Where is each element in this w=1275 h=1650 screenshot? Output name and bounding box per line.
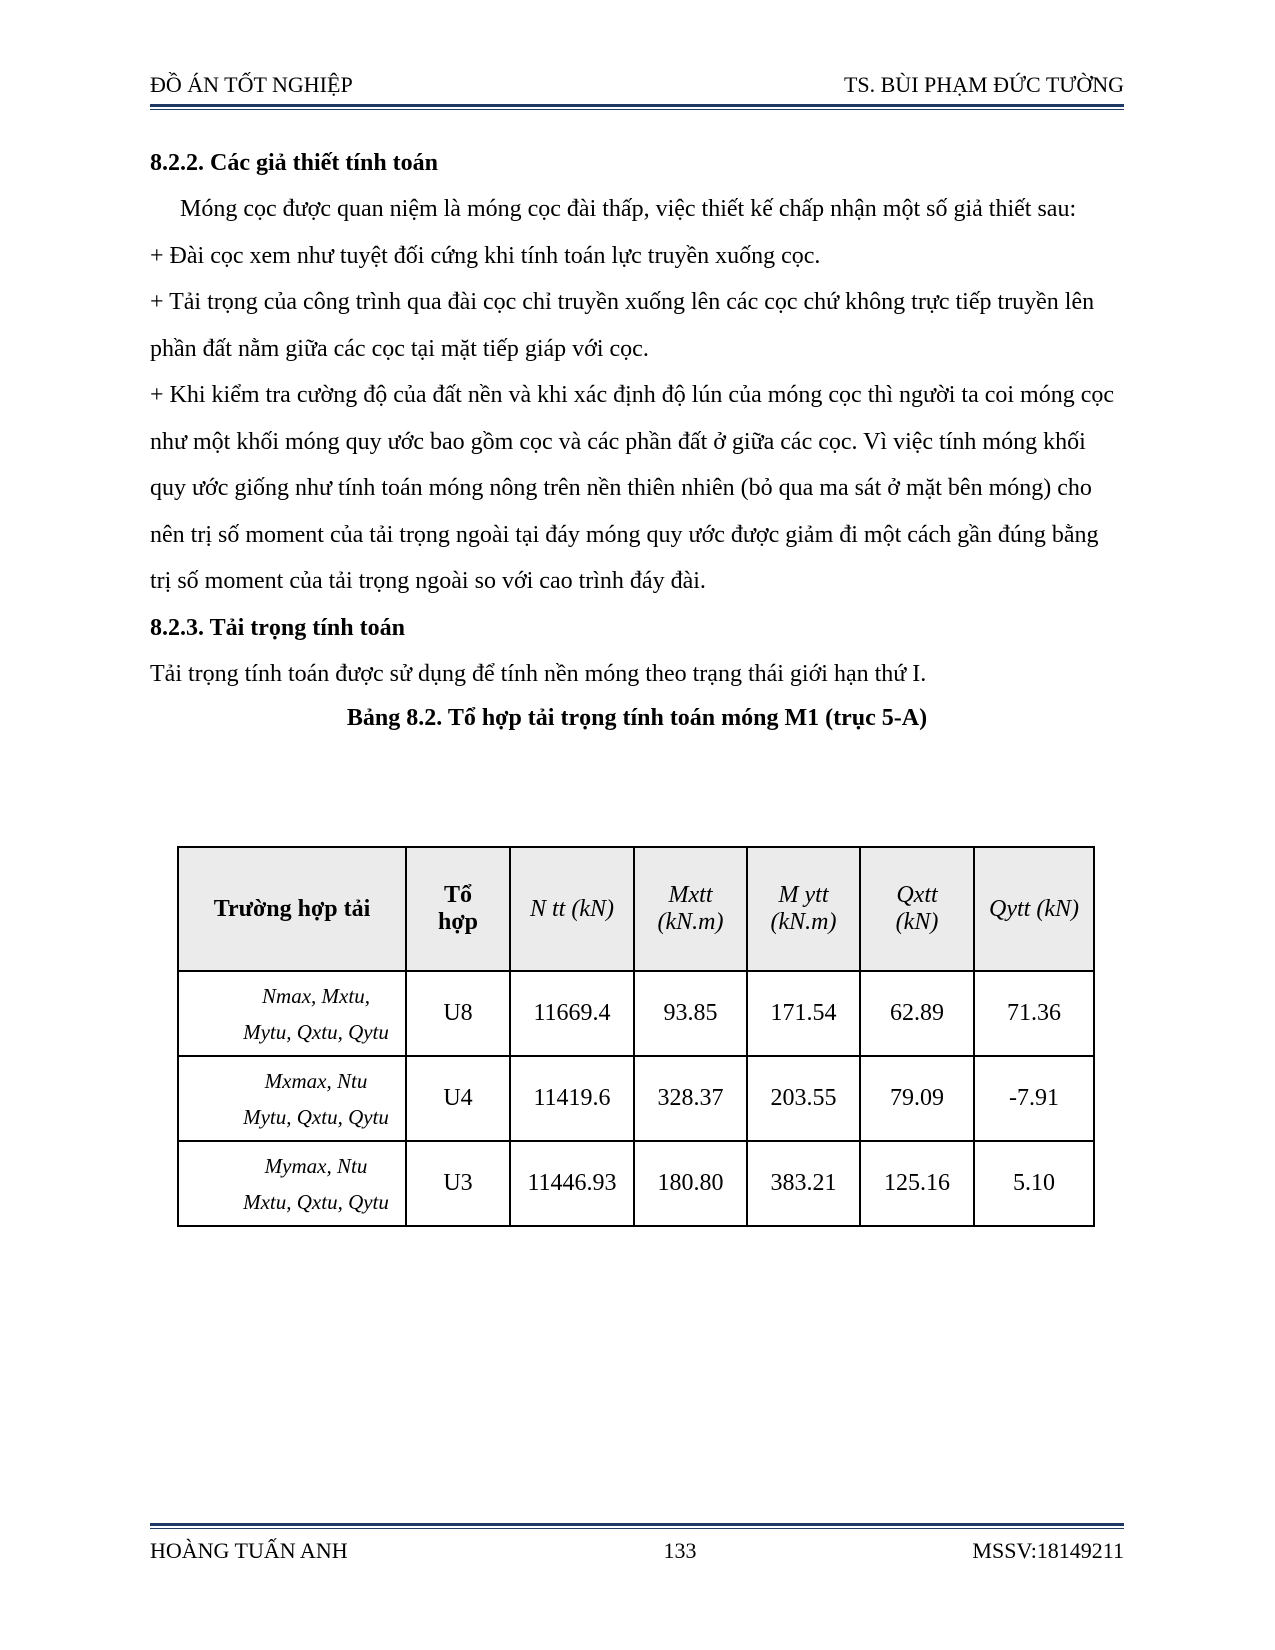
header-rule [150,104,1124,110]
footer-rule [150,1523,1124,1529]
page-footer [150,1538,1124,1564]
table-row [178,1056,1094,1141]
footer-student-id: MSSV:18149211 [972,1538,1124,1563]
load-combination-table [177,846,1095,1227]
row-qx: 125.16 [860,1141,974,1226]
footer-author: HOÀNG TUẤN ANH [150,1538,348,1563]
row-my: 171.54 [747,971,860,1056]
row-n: 11419.6 [510,1056,634,1141]
header-n: N tt (kN) [510,847,634,971]
row-combo: U4 [406,1056,510,1141]
row-n: 11446.93 [510,1141,634,1226]
row-qy: -7.91 [974,1056,1094,1141]
row-case: Mxmax, Ntu Mytu, Qxtu, Qytu [178,1056,406,1141]
row-case: Mymax, Ntu Mxtu, Qxtu, Qytu [178,1141,406,1226]
row-qx: 79.09 [860,1056,974,1141]
paragraph-loads: Tải trọng tính toán được sử dụng để tính nền móng theo trạng thái giới hạn thứ I. [150,660,927,687]
header-case: Trường hợp tải [178,847,406,971]
row-qy: 71.36 [974,971,1094,1056]
header-combo: Tổ hợp [406,847,510,971]
table-row [178,971,1094,1056]
row-case: Nmax, Mxtu, Mytu, Qxtu, Qytu [178,971,406,1056]
header-mx: Mxtt (kN.m) [634,847,747,971]
row-mx: 180.80 [634,1141,747,1226]
header-title: ĐỒ ÁN TỐT NGHIỆP [150,72,353,97]
paragraph-bullet-1: + Đài cọc xem như tuyệt đối cứng khi tính toán lực truyền xuống cọc. [150,242,821,269]
row-combo: U3 [406,1141,510,1226]
header-supervisor: TS. BÙI PHẠM ĐỨC TƯỜNG [843,72,1124,97]
row-my: 383.21 [747,1141,860,1226]
row-mx: 328.37 [634,1056,747,1141]
row-my: 203.55 [747,1056,860,1141]
row-n: 11669.4 [510,971,634,1056]
table-row [178,1141,1094,1226]
paragraph-intro: Móng cọc được quan niệm là móng cọc đài thấp, việc thiết kế chấp nhận một số giả thiết sau: [180,196,1077,222]
table-header-row [178,847,1094,971]
paragraph-bullet-2: + Tải trọng của công trình qua đài cọc chỉ truyền xuống lên các cọc chứ không trực tiếp truyền lên phần đất nằm giữa các cọc tại mặt tiếp giáp với cọc. [150,289,1095,362]
header-qy: Qytt (kN) [974,847,1094,971]
row-combo: U8 [406,971,510,1056]
row-qx: 62.89 [860,971,974,1056]
page-number: 133 [663,1538,697,1563]
paragraph-bullet-3: + Khi kiểm tra cường độ của đất nền và khi xác định độ lún của móng cọc thì người ta coi móng cọc như một khối móng quy ước bao gồm cọc và các phần đất ở giữa các cọc. Vì việc tính móng khối quy ước giống như tính toán móng nông trên nền thiên nhiên (bỏ qua ma sát ở mặt bên móng) cho nên trị số moment của tải trọng ngoài tại đáy móng quy ước được giảm đi một cách gần đúng bằng trị số moment của tải trọng ngoài so với cao trình đáy đài. [150,382,1115,594]
section-heading-loads: 8.2.3. Tải trọng tính toán [150,614,405,641]
table-caption: Bảng 8.2. Tổ hợp tải trọng tính toán móng M1 (trục 5-A) [346,705,928,731]
row-qy: 5.10 [974,1141,1094,1226]
section-heading-assumptions: 8.2.2. Các giả thiết tính toán [150,150,438,176]
header-qx: Qxtt (kN) [860,847,974,971]
page-header [150,72,1124,98]
header-my: M ytt (kN.m) [747,847,860,971]
row-mx: 93.85 [634,971,747,1056]
page-content [150,140,1124,739]
